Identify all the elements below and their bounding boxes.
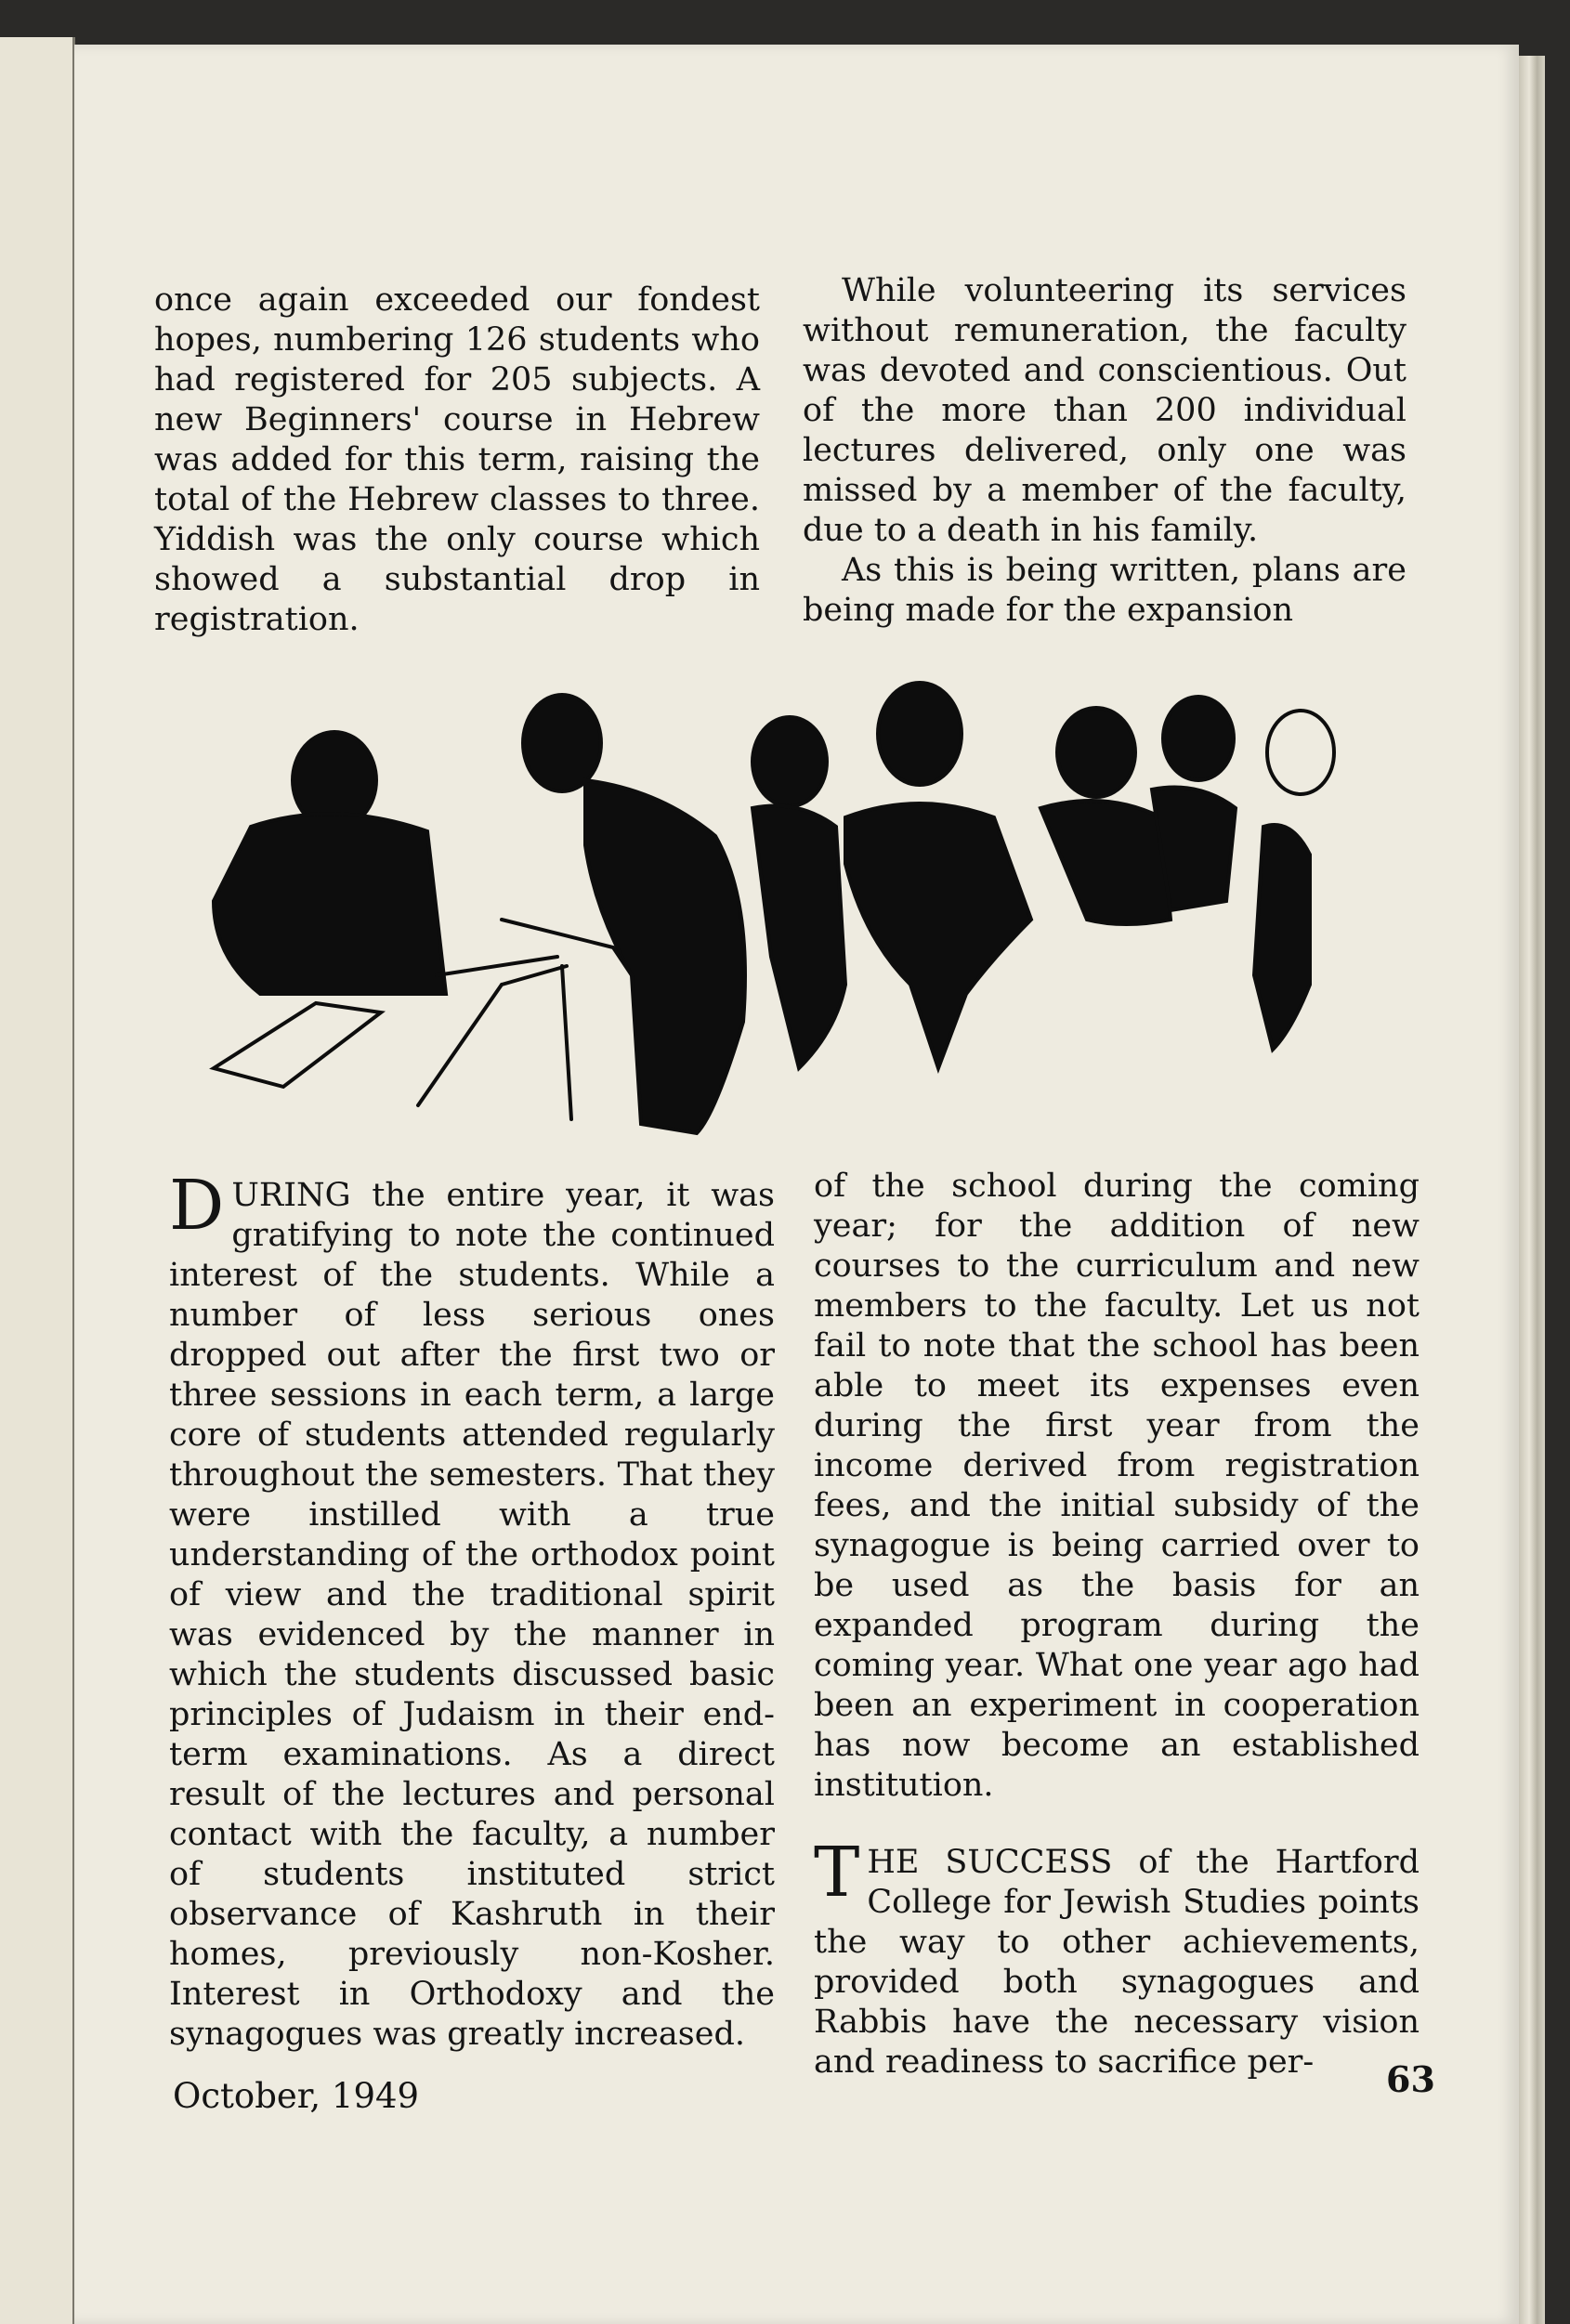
column-1-top xyxy=(154,281,760,640)
paragraph: once again exceeded our fondest hopes, numbering 126 students who had registered for 205 subjects. A new Beginners' course in Hebrew was added for this term, raising the total of the Hebrew classes to three. Yiddish was the only course which showed a substantial drop in registration. xyxy=(154,281,760,638)
paragraph-text: HE SUCCESS of the Hartford College for Jewish Studies points the way to other achievements, provided both synagogues and Rabbis have the necessary vision and readiness to sacrifice per- xyxy=(814,1844,1420,2081)
paragraph xyxy=(169,1166,775,2055)
figure-head xyxy=(1163,697,1234,780)
previous-page-edge xyxy=(0,37,75,2324)
drop-cap: T xyxy=(814,1833,860,1913)
column-2-top xyxy=(803,271,1406,631)
figure-body xyxy=(214,814,446,994)
figure-head xyxy=(523,695,601,791)
figure-body xyxy=(752,806,845,1069)
paragraph: of the school during the coming year; for the addition of new courses to the curriculum and new members to the faculty. Let us not fail to note that the school has been able to meet its expenses even during the first year from the income derived from registration fees, and the initial subsidy of the synagogue is being carried over to be used as the basis for an expanded program during the coming year. What one year ago had been an experiment in cooperation has now become an established institution. xyxy=(814,1168,1420,1804)
drop-cap: D xyxy=(169,1166,225,1246)
classroom-illustration xyxy=(195,678,1384,1142)
figure-body xyxy=(585,780,745,1133)
column-2-bottom xyxy=(814,1167,1420,2082)
figure-body xyxy=(845,803,1031,1068)
column-1-bottom xyxy=(169,1166,775,2055)
paragraph-text: URING the entire year, it was gratifying to note the continued interest of the students. While a number of less serious ones dropped out after the first two or three sessions in each term, a large core of students attended regularly throughout the semesters. That they were instilled with a true understanding of the orthodox point of view and the traditional spirit was evidenced by the manner in which the students discussed basic principles of Judaism in their end-term examinations. As a direct result of the lectures and personal contact with the faculty, a number of students instituted strict observance of Kashruth in their homes, previously non-Kosher. Interest in Orthodoxy and the synagogues was greatly increased. xyxy=(169,1177,775,2053)
figure-body xyxy=(1040,801,1171,924)
figure-head xyxy=(1267,711,1334,794)
paragraph: As this is being written, plans are being made for the expansion xyxy=(803,552,1406,629)
figure-head xyxy=(1057,708,1135,797)
issue-date: October, 1949 xyxy=(173,2076,420,2116)
paragraph: While volunteering its services without remuneration, the faculty was devoted and conscientious. Out of the more than 200 individual lectures delivered, only one was missed by a member of the faculty, due to a death in his family. xyxy=(803,272,1406,549)
paper-stack xyxy=(214,1003,381,1087)
figure-head xyxy=(752,717,827,806)
paragraph xyxy=(814,1833,1420,2082)
page-stack-edge xyxy=(1519,56,1545,2324)
page-number: 63 xyxy=(1386,2058,1435,2100)
figure-head xyxy=(878,683,962,785)
figure-body xyxy=(1254,825,1310,1050)
